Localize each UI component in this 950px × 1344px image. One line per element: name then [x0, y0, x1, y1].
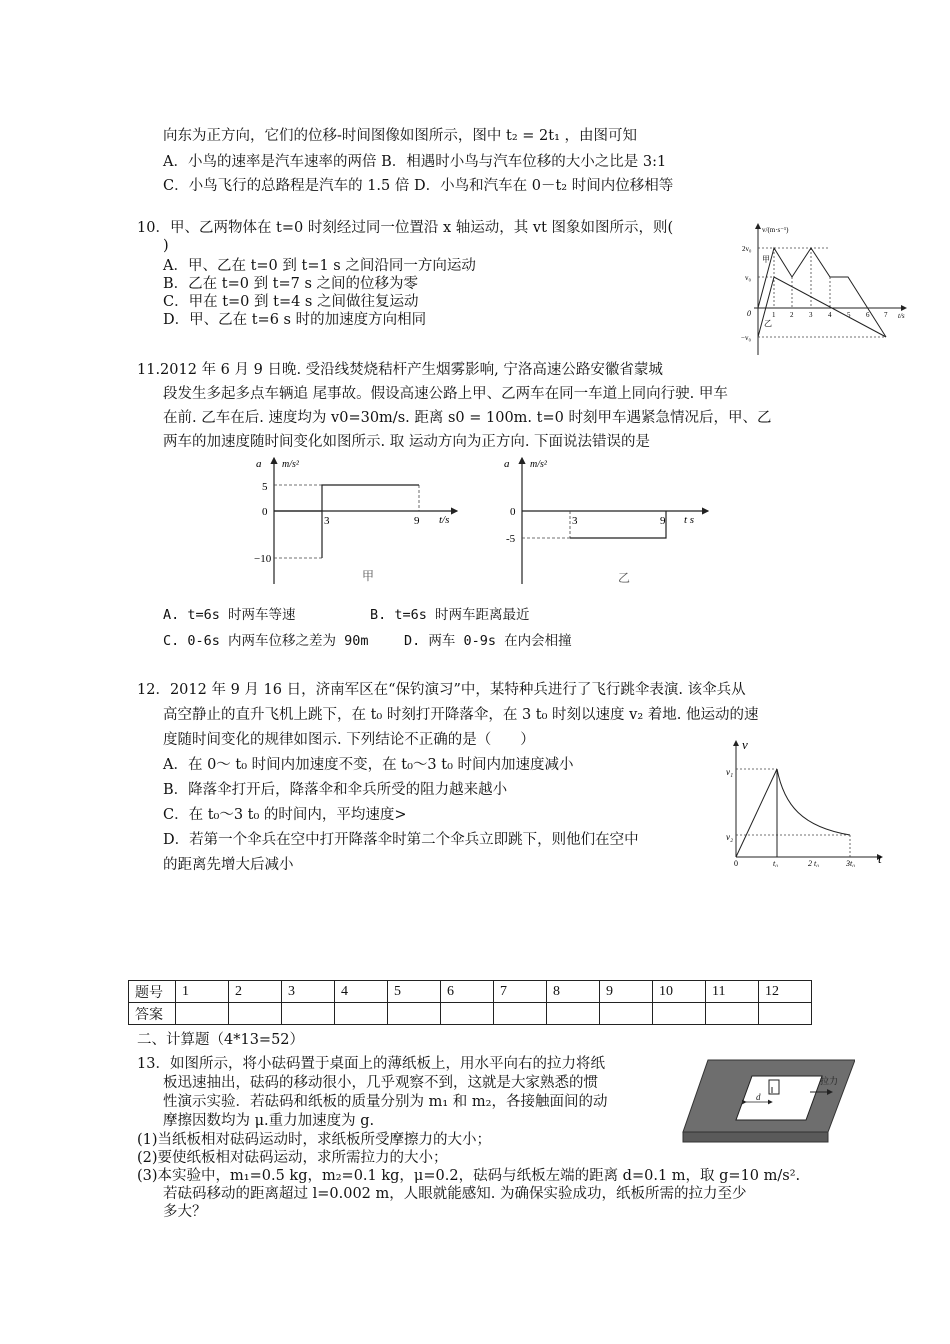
- tick-2v0: 2v₀: [742, 245, 752, 253]
- q9-stem: 向东为正方向，它们的位移-时间图像如图所示，图中 t₂ = 2t₁ ，由图可知: [163, 128, 637, 144]
- tick-neg10: −10: [254, 553, 272, 565]
- tick-6: 6: [866, 311, 870, 319]
- tick-v2: v₂: [726, 832, 734, 842]
- ylabel: v: [742, 737, 748, 752]
- q12-vt-graph: [722, 735, 892, 867]
- answer-cell-5[interactable]: [388, 1003, 441, 1025]
- ylabel: a: [256, 458, 262, 470]
- tick-0: 0: [734, 859, 738, 867]
- q9-options-ab: A．小鸟的速率是汽车速率的两倍 B．相遇时小鸟与汽车位移的大小之比是 3:1: [163, 154, 667, 170]
- col-4: 4: [335, 981, 388, 1003]
- tick-0: 0: [510, 506, 516, 518]
- answer-cell-8[interactable]: [547, 1003, 600, 1025]
- answer-cell-9[interactable]: [600, 1003, 653, 1025]
- tick-5: 5: [262, 481, 268, 493]
- q11-stem-3: 在前. 乙车在后. 速度均为 v0=30m/s. 距离 s0 = 100m. t=0 时刻甲车遇紧急情况后，甲、乙: [163, 410, 772, 426]
- col-2: 2: [229, 981, 282, 1003]
- row-label: 答案: [129, 1003, 176, 1025]
- tick-0: 0: [262, 506, 268, 518]
- q10-vt-graph: [738, 220, 910, 360]
- yunit: m/s²: [530, 459, 547, 470]
- segment-3-9: [322, 485, 419, 511]
- xlabel: t/s: [439, 514, 450, 526]
- q10-option-d: D．甲、乙在 t=6 s 时的加速度方向相同: [163, 312, 427, 328]
- label-yi: 乙: [764, 319, 772, 328]
- label-jia: 甲: [762, 255, 770, 264]
- tick-3: 3: [324, 515, 330, 527]
- q12-option-d: D．若第一个伞兵在空中打开降落伞时第二个伞兵立即跳下，则他们在空中: [163, 832, 639, 848]
- col-1: 1: [176, 981, 229, 1003]
- q12-option-c: C．在 t₀～3 t₀ 的时间内，平均速度>: [163, 807, 407, 823]
- ylabel: v/(m·s⁻¹): [762, 226, 789, 234]
- q13-part-2: (2)要使纸板相对砝码运动，求所需拉力的大小；: [137, 1150, 448, 1166]
- segment-0-3: [274, 511, 322, 558]
- tick-0: 0: [747, 309, 751, 318]
- col-7: 7: [494, 981, 547, 1003]
- q11-stem-1: 11.2012 年 6 月 9 日晚. 受沿线焚烧秸杆产生烟雾影响, 宁洛高速公路安徽省蒙城: [137, 362, 663, 378]
- col-3: 3: [282, 981, 335, 1003]
- answer-table: [128, 980, 812, 1025]
- q11-option-c: C. 0-6s 内两车位移之差为 90m: [163, 633, 369, 649]
- q10-stem-cont: ): [163, 238, 169, 254]
- q13-part-3-cont: 若砝码移动的距离超过 l=0.002 m，人眼就能感知. 为确保实验成功，纸板所需的拉力至少: [163, 1186, 747, 1202]
- q11-option-a: A. t=6s 时两车等速: [163, 607, 296, 623]
- yunit: m/s²: [282, 459, 299, 470]
- col-5: 5: [388, 981, 441, 1003]
- q11-graph-yi: [500, 452, 715, 587]
- table-row: [129, 981, 812, 1003]
- q11-stem-4: 两车的加速度随时间变化如图所示. 取 运动方向为正方向. 下面说法错误的是: [163, 434, 651, 450]
- q12-option-a: A．在 0～ t₀ 时间内加速度不变，在 t₀～3 t₀ 时间内加速度减小: [163, 757, 574, 773]
- q11-stem-2: 段发生多起多点车辆追 尾事故。假设高速公路上甲、乙两车在同一车道上同向行驶. 甲车: [163, 386, 728, 402]
- tick-v1: v₁: [726, 767, 734, 777]
- answer-cell-3[interactable]: [282, 1003, 335, 1025]
- xlabel: t: [878, 851, 882, 866]
- caption-yi: 乙: [618, 571, 631, 585]
- tick-2t0: 2 t₀: [808, 859, 820, 867]
- weight-icon: [769, 1080, 779, 1094]
- col-10: 10: [653, 981, 706, 1003]
- label-pull: 拉力: [820, 1076, 839, 1086]
- table-edge: [683, 1132, 828, 1142]
- col-12: 12: [759, 981, 812, 1003]
- q9-options-cd: C．小鸟飞行的总路程是汽车的 1.5 倍 D．小鸟和汽车在 0－t₂ 时间内位移相等: [163, 178, 674, 194]
- q13-figure: [680, 1058, 855, 1144]
- q12-option-b: B．降落伞打开后，降落伞和伞兵所受的阻力越来越小: [163, 782, 508, 798]
- q13-part-1: (1)当纸板相对砝码运动时，求纸板所受摩擦力的大小；: [137, 1132, 492, 1148]
- q13-part-3: (3)本实验中，m₁=0.5 kg，m₂=0.1 kg，μ=0.2，砝码与纸板左端的距离 d=0.1 m，取 g=10 m/s².: [137, 1168, 801, 1184]
- tick-t0: t₀: [773, 859, 779, 867]
- q13-stem-3: 性演示实验．若砝码和纸板的质量分别为 m₁ 和 m₂，各接触面间的动: [163, 1094, 608, 1110]
- answer-cell-4[interactable]: [335, 1003, 388, 1025]
- line-accel: [736, 769, 777, 857]
- q13-stem-4: 摩擦因数均为 μ.重力加速度为 g.: [163, 1113, 375, 1129]
- table-row: [129, 1003, 812, 1025]
- row-label: 题号: [129, 981, 176, 1003]
- tick-neg-v0: −v₀: [741, 334, 751, 342]
- tick-7: 7: [884, 311, 888, 319]
- answer-cell-11[interactable]: [706, 1003, 759, 1025]
- q12-option-d-cont: 的距离先增大后减小: [163, 857, 294, 873]
- label-d: d: [756, 1092, 761, 1102]
- tick-4: 4: [828, 311, 832, 319]
- q10-stem: 10．甲、乙两物体在 t=0 时刻经过同一位置沿 x 轴运动，其 vt 图象如图所示，则(: [137, 220, 674, 236]
- col-11: 11: [706, 981, 759, 1003]
- q11-option-d: D. 两车 0-9s 在内会相撞: [404, 633, 572, 649]
- tick-3: 3: [572, 515, 578, 527]
- q11-graph-jia: [252, 452, 462, 587]
- q11-option-b: B. t=6s 时两车距离最近: [370, 607, 530, 623]
- curve-decel: [777, 769, 850, 835]
- segment-3-9: [570, 511, 666, 538]
- tick-9: 9: [414, 515, 420, 527]
- xlabel: t s: [684, 514, 695, 526]
- tick-v0: v₀: [745, 274, 751, 282]
- q12-stem-2: 高空静止的直升飞机上跳下，在 t₀ 时刻打开降落伞，在 3 t₀ 时刻以速度 v₂ 着地. 他运动的速: [163, 707, 759, 723]
- answer-cell-2[interactable]: [229, 1003, 282, 1025]
- line-jia: [758, 248, 886, 337]
- section-title: 二、计算题（4*13=52）: [137, 1032, 305, 1048]
- answer-cell-7[interactable]: [494, 1003, 547, 1025]
- tick-3t0: 3t₀: [846, 859, 856, 867]
- col-6: 6: [441, 981, 494, 1003]
- tick-5: 5: [847, 311, 851, 319]
- q12-stem-3: 度随时间变化的规律如图示. 下列结论不正确的是（ ）: [163, 732, 535, 748]
- caption-jia: 甲: [362, 569, 375, 583]
- tick-neg5: -5: [506, 533, 516, 545]
- q13-part-3-end: 多大？: [163, 1204, 207, 1220]
- q13-stem-1: 13．如图所示，将小砝码置于桌面上的薄纸板上，用水平向右的拉力将纸: [137, 1056, 605, 1072]
- q12-stem-1: 12．2012 年 9 月 16 日，济南军区在“保钓演习”中，某特种兵进行了飞行跳伞表演. 该伞兵从: [137, 682, 746, 698]
- answer-cell-1[interactable]: [176, 1003, 229, 1025]
- ylabel: a: [504, 458, 510, 470]
- tick-1: 1: [772, 311, 776, 319]
- tick-9: 9: [660, 515, 666, 527]
- q10-option-a: A．甲、乙在 t=0 到 t=1 s 之间沿同一方向运动: [163, 258, 476, 274]
- xlabel: t/s: [898, 312, 905, 320]
- q13-stem-2: 板迅速抽出，砝码的移动很小，几乎观察不到，这就是大家熟悉的惯: [163, 1075, 598, 1091]
- tick-2: 2: [790, 311, 794, 319]
- answer-cell-6[interactable]: [441, 1003, 494, 1025]
- answer-cell-10[interactable]: [653, 1003, 706, 1025]
- col-9: 9: [600, 981, 653, 1003]
- col-8: 8: [547, 981, 600, 1003]
- q10-option-b: B．乙在 t=0 到 t=7 s 之间的位移为零: [163, 276, 419, 292]
- tick-3: 3: [809, 311, 813, 319]
- answer-cell-12[interactable]: [759, 1003, 812, 1025]
- q10-option-c: C．甲在 t=0 到 t=4 s 之间做往复运动: [163, 294, 419, 310]
